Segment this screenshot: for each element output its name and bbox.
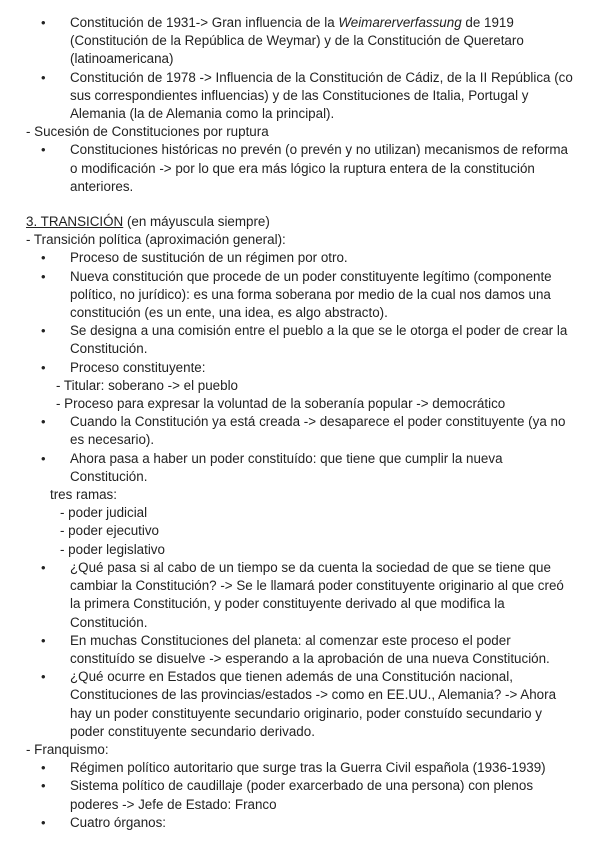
sub-line: - poder ejecutivo <box>60 523 159 539</box>
bullet-icon: • <box>41 559 46 575</box>
bullet-item <box>0 14 600 69</box>
item-text: ¿Qué pasa si al cabo de un tiempo se da cuenta la sociedad de que se tiene que cambiar la Constitución? -> Se le llamará poder constituyente originario al que creó la primera Constitución, y poder constituyente derivado al que modifica la Constitución. <box>70 559 564 630</box>
bullet-icon: • <box>41 15 46 30</box>
bullet-item <box>0 759 600 777</box>
sub-line: tres ramas: <box>50 487 117 503</box>
bullet-icon: • <box>41 778 46 794</box>
spacer <box>0 196 600 213</box>
bullet-item <box>0 777 600 813</box>
bullet-item <box>0 322 600 358</box>
bullet-item <box>0 814 600 832</box>
bullet-icon: • <box>41 323 46 339</box>
bullet-icon: • <box>41 69 46 85</box>
bullet-item <box>0 559 600 632</box>
bullet-icon: • <box>41 142 46 158</box>
item-emphasis: Weimarerverfassung <box>338 15 462 30</box>
bullet-icon: • <box>41 450 46 466</box>
item-text: Régimen político autoritario que surge tras la Guerra Civil española (1936-1939) <box>70 760 546 776</box>
document-page <box>0 14 600 832</box>
item-text: Nueva constitución que procede de un poder constituyente legítimo (componente político, no jurídico): es una forma soberana por medio de la cual nos damos una constitución (es un ente, una idea, es algo abstracto). <box>70 268 552 321</box>
item-text: ¿Qué ocurre en Estados que tienen además de una Constitución nacional, Constituciones de las provincias/estados -> como en EE.UU., Alemania? -> Ahora hay un poder constituyente secundario originario, poder constuído secundario y poder constituyente secundario derivado. <box>70 669 557 739</box>
item-text: Se designa a una comisión entre el pueblo a la que se le otorga el poder de crear la Constitución. <box>70 323 568 357</box>
item-text: Sistema político de caudillaje (poder exarcerbado de una persona) con plenos poderes -> Jefe de Estado: Franco <box>70 778 534 812</box>
item-text: Proceso constituyente: <box>70 359 206 375</box>
bullet-item <box>0 668 600 741</box>
item-text: Constitución de 1978 -> Influencia de la Constitución de Cádiz, de la II República (co sus correspondientes influencias) y de las Constituciones de Italia, Portugal y Alemania (la de Alemania como la principal). <box>70 69 573 122</box>
bullet-item <box>0 413 600 449</box>
item-text: Constituciones históricas no prevén (o prevén y no utilizan) mecanismos de reforma o modificación -> por lo que era más lógico la ruptura entera de la constitución anteriores. <box>70 142 568 194</box>
bullet-icon: • <box>41 814 46 830</box>
sub-line: - Titular: soberano -> el pueblo <box>56 377 238 393</box>
bullet-item <box>0 268 600 323</box>
bullet-item <box>0 632 600 668</box>
item-text: Ahora pasa a haber un poder constituído: que tiene que cumplir la nueva Constitución. <box>70 450 503 484</box>
sub-line: - poder judicial <box>60 505 148 521</box>
item-text: En muchas Constituciones del planeta: al comenzar este proceso el poder constituído se disuelve -> esperando a la aprobación de una nueva Constitución. <box>70 632 550 666</box>
bullet-item <box>0 359 600 377</box>
bullet-item <box>0 450 600 486</box>
bullet-icon: • <box>41 414 46 430</box>
bullet-item <box>0 249 600 267</box>
heading-number: 3. TRANSICIÓN <box>26 214 124 230</box>
heading-note: (en máyuscula siempre) <box>123 214 270 230</box>
bullet-icon: • <box>41 669 46 685</box>
sub-line: - poder legislativo <box>60 541 165 557</box>
item-text: Cuatro órganos: <box>70 814 167 830</box>
bullet-icon: • <box>41 250 46 266</box>
bullet-item <box>0 69 600 124</box>
item-text: Proceso de sustitución de un régimen por otro. <box>70 250 348 266</box>
section-line: - Franquismo: <box>26 741 109 757</box>
sub-line: - Proceso para expresar la voluntad de la soberanía popular -> democrático <box>56 396 506 412</box>
item-text: Constitución de 1931-> Gran influencia de la Weimarerverfassung de 1919 (Constitución de la República de Weymar) y de la Constitución de Queretaro (latinoamericana) <box>70 15 524 67</box>
section-heading <box>0 213 600 231</box>
bullet-icon: • <box>41 268 46 284</box>
item-text: Cuando la Constitución ya está creada -> desaparece el poder constituyente (ya no es necesario). <box>70 414 566 448</box>
section-line: - Transición política (aproximación general): <box>26 232 286 248</box>
bullet-icon: • <box>41 359 46 375</box>
bullet-icon: • <box>41 632 46 648</box>
bullet-icon: • <box>41 760 46 776</box>
section-line: - Sucesión de Constituciones por ruptura <box>26 124 269 140</box>
bullet-item <box>0 141 600 196</box>
